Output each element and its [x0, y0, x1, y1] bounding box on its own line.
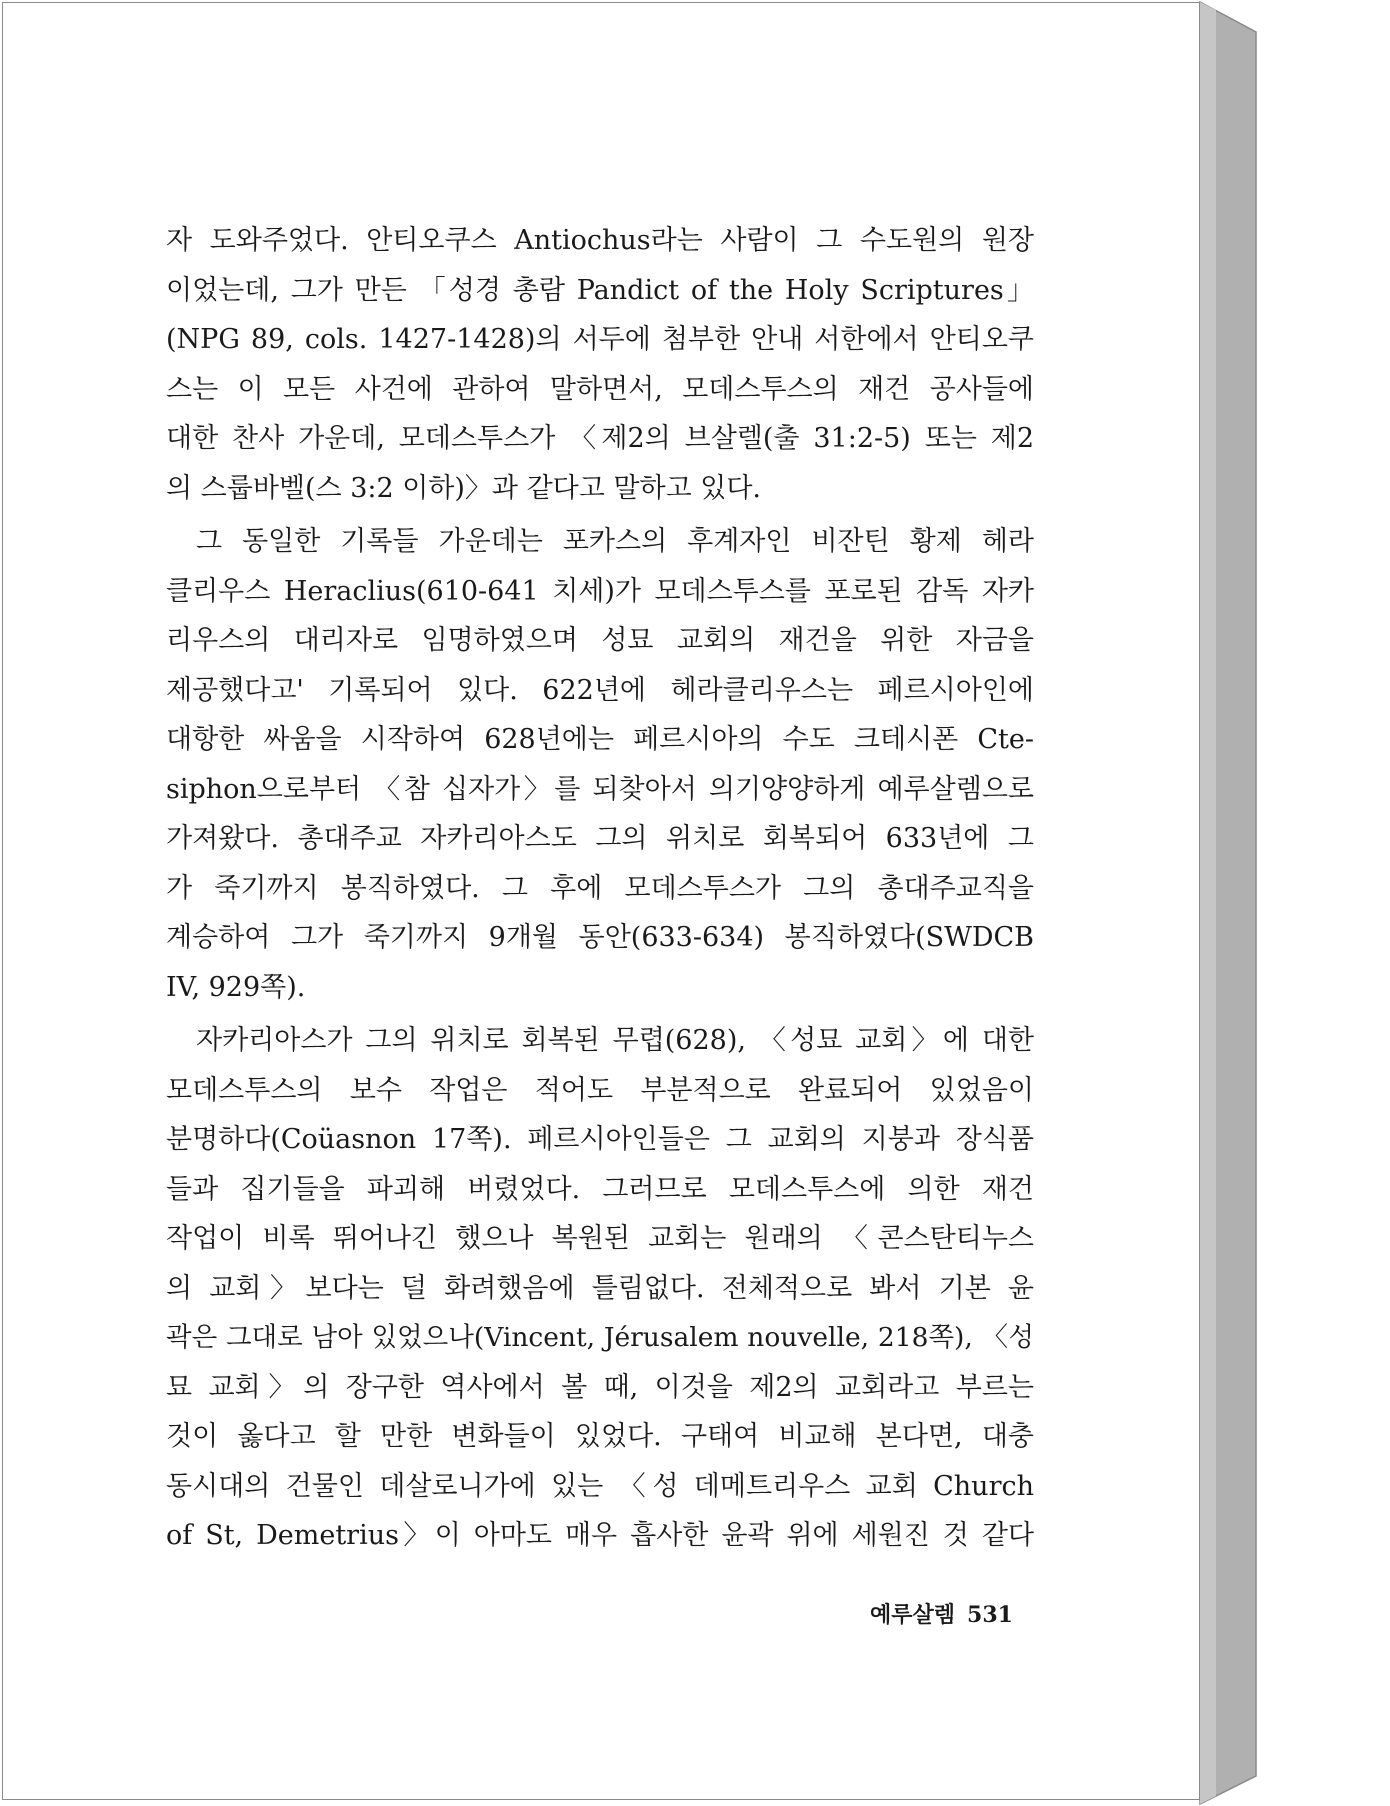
text-line: 자카리아스가 그의 위치로 회복된 무렵(628), 〈성묘 교회〉에 대한	[196, 1025, 1034, 1056]
text-line: 분명하다(Coüasnon 17쪽). 페르시아인들은 그 교회의 지붕과 장식품	[166, 1124, 1034, 1155]
text-line: 곽은 그대로 남아 있었으나(Vincent, Jérusalem nouvelle, 218쪽), 〈성	[166, 1322, 1034, 1353]
paragraph-1	[166, 216, 1034, 513]
text-line: 가져왔다. 총대주교 자카리아스도 그의 위치로 회복되어 633년에 그	[166, 823, 1034, 854]
text-line: 제공했다고' 기록되어 있다. 622년에 헤라클리우스는 페르시아인에	[166, 674, 1034, 706]
text-line: 대한 찬사 가운데, 모데스투스가 〈제2의 브살렐(출 31:2-5) 또는 제2	[166, 423, 1034, 454]
running-head: 예루살렘	[870, 1603, 956, 1628]
paragraph-3	[166, 1016, 1034, 1561]
text-line: 의 교회〉보다는 덜 화려했음에 틀림없다. 전체적으로 봐서 기본 윤	[166, 1272, 1034, 1304]
text-line: (NPG 89, cols. 1427-1428)의 서두에 첨부한 안내 서한에서 안티오쿠	[166, 324, 1034, 355]
text-line: siphon으로부터 〈참 십자가〉를 되찾아서 의기양양하게 예루살렘으로	[166, 773, 1034, 805]
text-line: 동시대의 건물인 데살로니가에 있는 〈성 데메트리우스 교회 Church	[166, 1470, 1034, 1502]
text-line: 클리우스 Heraclius(610-641 치세)가 모데스투스를 포로된 감독 자카	[166, 575, 1034, 607]
text-line: 들과 집기들을 파괴해 버렸었다. 그러므로 모데스투스에 의한 재건	[166, 1173, 1034, 1205]
text-line: 스는 이 모든 사건에 관하여 말하면서, 모데스투스의 재건 공사들에	[166, 373, 1034, 405]
text-line: 자 도와주었다. 안티오쿠스 Antiochus라는 사람이 그 수도원의 원장	[166, 225, 1034, 256]
text-line: 계승하여 그가 죽기까지 9개월 동안(633-634) 봉직하였다(SWDCB	[166, 922, 1034, 953]
text-line: 가 죽기까지 봉직하였다. 그 후에 모데스투스가 그의 총대주교직을	[166, 872, 1034, 904]
page-footer	[870, 1598, 1013, 1629]
page-number: 531	[967, 1602, 1013, 1628]
paragraph-2	[166, 517, 1034, 1012]
text-line: IV, 929쪽).	[166, 971, 306, 1003]
text-line: 의 스룹바벨(스 3:2 이하)〉과 같다고 말하고 있다.	[166, 472, 761, 504]
text-line: 모데스투스의 보수 작업은 적어도 부분적으로 완료되어 있었음이	[166, 1074, 1034, 1106]
text-line: 대항한 싸움을 시작하여 628년에는 페르시아의 수도 크테시폰 Cte-	[166, 724, 1034, 755]
text-line: 것이 옳다고 할 만한 변화들이 있었다. 구태여 비교해 본다면, 대충	[166, 1421, 1034, 1452]
body-text	[166, 216, 1034, 1561]
text-line: 그 동일한 기록들 가운데는 포카스의 후계자인 비잔틴 황제 헤라	[196, 526, 1034, 557]
text-line: of St, Demetrius〉이 아마도 매우 흡사한 윤곽 위에 세원진 것 같다	[166, 1520, 1034, 1551]
text-line: 묘 교회〉의 장구한 역사에서 볼 때, 이것을 제2의 교회라고 부르는	[166, 1371, 1034, 1403]
text-line: 작업이 비록 뛰어나긴 했으나 복원된 교회는 원래의 〈콘스탄티누스	[166, 1223, 1034, 1254]
text-line: 리우스의 대리자로 임명하였으며 성묘 교회의 재건을 위한 자금을	[166, 625, 1034, 656]
text-line: 이었는데, 그가 만든 「성경 총람 Pandict of the Holy Scriptures」	[166, 274, 1034, 306]
